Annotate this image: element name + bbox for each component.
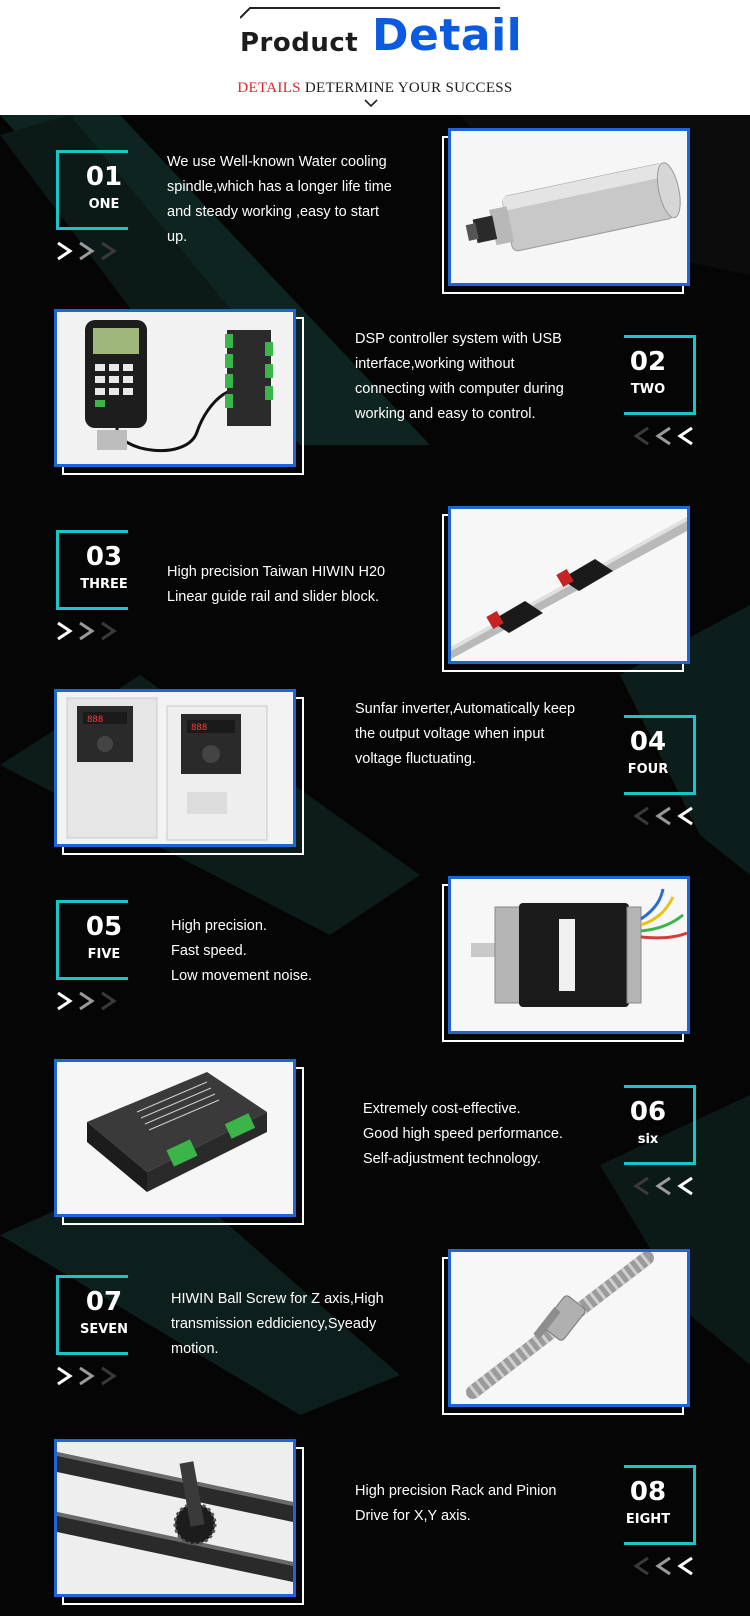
tagline-rest: DETERMINE YOUR SUCCESS — [300, 80, 513, 96]
svg-text:888: 888 — [87, 715, 104, 725]
ball-screw-image — [448, 1249, 690, 1407]
section-number-badge — [616, 1085, 696, 1165]
stepper-driver-image — [54, 1059, 296, 1217]
section-description — [167, 560, 385, 610]
section-number-badge — [56, 900, 136, 980]
description-line: Sunfar inverter,Automatically keep — [355, 701, 576, 717]
section-description — [355, 697, 575, 772]
arrows-left-icon — [626, 1555, 696, 1577]
product-photo — [448, 128, 690, 286]
detail-section-04 — [0, 685, 750, 865]
product-photo — [54, 689, 296, 847]
product-photo — [448, 1249, 690, 1407]
detail-section-05 — [0, 870, 750, 1050]
description-line: interface,working without — [355, 356, 515, 372]
product-photo — [54, 1059, 296, 1217]
section-number: 01 — [85, 162, 123, 192]
section-word: six — [637, 1132, 659, 1147]
section-number: 03 — [85, 542, 123, 572]
section-description — [171, 1287, 384, 1362]
stepper-motor-image — [448, 876, 690, 1034]
linear-guide-rail-image — [448, 506, 690, 664]
arrows-right-icon — [56, 1365, 126, 1387]
detail-section-02 — [0, 305, 750, 490]
section-number: 02 — [629, 347, 667, 377]
description-line: voltage fluctuating. — [355, 751, 476, 767]
description-line: and steady working ,easy to start — [167, 204, 379, 220]
section-word: ONE — [88, 197, 120, 212]
description-line: DSP controller system with USB — [355, 331, 562, 347]
water-cooling-spindle-image — [448, 128, 690, 286]
description-line: Extremely cost-effective. — [363, 1101, 521, 1117]
arrows-right-icon — [56, 240, 126, 262]
description-line: Linear guide rail and slider block. — [167, 589, 379, 605]
section-number: 08 — [629, 1477, 667, 1507]
detail-section-07 — [0, 1245, 750, 1425]
detail-section-01 — [0, 120, 750, 300]
description-line: working and easy to control. — [355, 406, 536, 422]
description-line: We use Well-known Water cooling — [167, 154, 387, 170]
arrows-left-icon — [626, 1175, 696, 1197]
description-line: Drive for X,Y axis. — [355, 1508, 471, 1524]
description-line: up. — [167, 229, 188, 245]
svg-text:888: 888 — [191, 723, 208, 733]
section-word: THREE — [80, 577, 128, 592]
section-description — [171, 914, 312, 989]
arrows-left-icon — [626, 805, 696, 827]
description-line: High precision Taiwan HIWIN H20 — [167, 564, 386, 580]
section-number-badge — [616, 1465, 696, 1545]
section-number: 04 — [629, 727, 667, 757]
rack-and-pinion-image — [54, 1439, 296, 1597]
section-word: FOUR — [627, 762, 669, 777]
description-line: High precision. — [171, 918, 267, 934]
section-word: TWO — [630, 382, 666, 397]
product-photo — [448, 506, 690, 664]
section-word: FIVE — [87, 947, 121, 962]
description-line: Fast speed. — [171, 943, 247, 959]
section-number-badge — [616, 335, 696, 415]
section-number: 07 — [85, 1287, 123, 1317]
section-word: SEVEN — [79, 1322, 129, 1337]
section-description — [363, 1097, 563, 1172]
arrows-left-icon — [626, 425, 696, 447]
description-line: Self-adjustment technology. — [363, 1151, 541, 1167]
description-line: motion. — [171, 1341, 219, 1357]
product-photo — [54, 1439, 296, 1597]
detail-section-06 — [0, 1055, 750, 1235]
title-product: Product — [240, 28, 359, 58]
description-line: Low movement noise. — [171, 968, 313, 984]
section-description — [167, 150, 392, 250]
header-banner — [0, 0, 750, 115]
description-line: the output voltage when input — [355, 726, 545, 742]
chevron-down-icon — [364, 99, 378, 107]
section-description — [355, 1479, 557, 1529]
detail-section-03 — [0, 500, 750, 680]
description-line: High precision Rack and Pinion — [355, 1483, 557, 1499]
section-number-badge — [56, 150, 136, 230]
tagline — [0, 80, 750, 97]
section-number-badge — [616, 715, 696, 795]
section-number: 05 — [85, 912, 123, 942]
tagline-accent: DETAILS — [237, 80, 301, 96]
product-photo — [54, 309, 296, 467]
inverter-image — [54, 689, 296, 847]
section-number: 06 — [629, 1097, 667, 1127]
section-number-badge — [56, 530, 136, 610]
arrows-right-icon — [56, 990, 126, 1012]
description-line: transmission eddiciency,Syeady — [171, 1316, 377, 1332]
dsp-controller-image — [54, 309, 296, 467]
description-line: Good high speed performance. — [363, 1126, 563, 1142]
description-line: spindle,which has a longer life time — [167, 179, 392, 195]
title-detail: Detail — [372, 10, 523, 61]
description-line: connecting with computer during — [355, 381, 564, 397]
arrows-right-icon — [56, 620, 126, 642]
description-line: HIWIN Ball Screw for Z axis,High — [171, 1291, 384, 1307]
section-number-badge — [56, 1275, 136, 1355]
detail-section-08 — [0, 1435, 750, 1616]
section-description — [355, 327, 564, 427]
section-word: EIGHT — [625, 1512, 671, 1527]
product-photo — [448, 876, 690, 1034]
